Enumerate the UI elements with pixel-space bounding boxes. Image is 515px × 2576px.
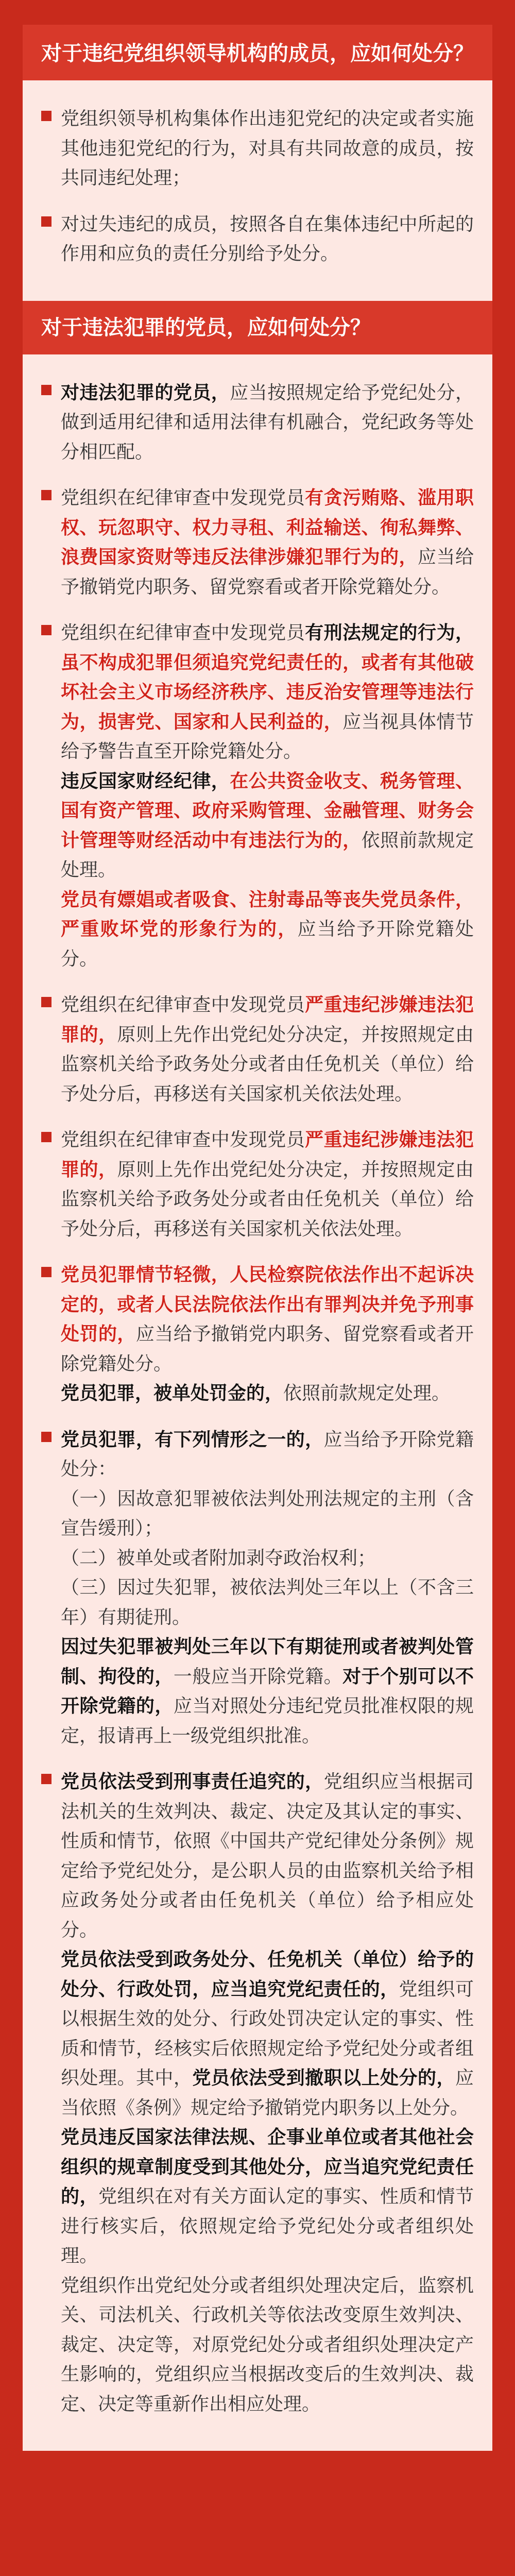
section-title-2: 对于违法犯罪的党员，应如何处分？	[23, 301, 492, 354]
sub-list-item: （三）因过失犯罪，被依法判处三年以上（不含三年）有期徒刑。	[61, 1577, 474, 1628]
highlight-text: 虽不构成犯罪但须追究党纪责任的，或者有其他破坏社会主义市场经济秩序、违反治安管理等违法行为，损害党、国家和人民利益的，	[61, 652, 474, 733]
body-text: 党组织应当根据司法机关的生效判决、裁定、决定及其认定的事实、性质和情节，依照《中国共产党纪律处分条例》规定给予党纪处分，是公职人员的由监察机关给予相应政务处分或者由任免机关（单位）给予相应处分。	[61, 1771, 474, 1941]
list-item	[41, 1767, 474, 2419]
item-text	[61, 1767, 474, 1945]
square-bullet-icon	[41, 1132, 52, 1142]
sub-list-item: （二）被单处或者附加剥夺政治权利；	[61, 1547, 376, 1569]
body-text: 应当依照《条例》规定给予撤销党内职务以上处分。	[61, 2067, 474, 2119]
body-text: 应当对照处分违纪党员批准权限的规定，报请再上一级党组织批准。	[61, 1696, 474, 1747]
body-text: 原则上先作出党纪处分决定，并按照规定由监察机关给予政务处分或者由任免机关（单位）给予处分后，再移送有关国家机关依法处理。	[61, 1159, 474, 1240]
item-text	[61, 483, 474, 602]
square-bullet-icon	[41, 997, 52, 1007]
list-item	[41, 483, 474, 602]
item-text	[61, 767, 474, 885]
body-text: 党组织在纪律审查中发现党员	[61, 487, 305, 509]
body-text: 党组织在纪律审查中发现党员	[61, 1129, 305, 1150]
square-bullet-icon	[41, 1774, 52, 1784]
section-1-items	[23, 80, 492, 301]
square-bullet-icon	[41, 625, 52, 635]
emphasis-text: 党员依法受到撤职以上处分的，	[192, 2067, 455, 2089]
emphasis-text: 党员违反国家法律法规、企事业单位或者其他社会组织的规章制度受到其他处分，应当追究党纪责任的，	[61, 2127, 474, 2207]
item-text	[61, 618, 474, 767]
item-text: 对过失违纪的成员，按照各自在集体违纪中所起的作用和应负的责任分别给予处分。	[61, 213, 474, 264]
emphasis-text: 因过失犯罪被判处三年以下有期徒刑或者被判处管制、拘役的，	[61, 1636, 474, 1687]
emphasis-text: 对于个别可以不开除党籍的，	[61, 1666, 474, 1717]
body-text: 应当给予撤销党内职务、留党察看或者开除党籍处分。	[61, 1324, 474, 1375]
item-text	[61, 1632, 474, 1751]
emphasis-text: 党员依法受到刑事责任追究的，	[61, 1771, 324, 1792]
list-item	[41, 618, 474, 974]
body-text: 应当给予撤销党内职务、留党察看或者开除党籍处分。	[61, 547, 474, 598]
body-text: 党组织可以根据生效的处分、行政处罚决定认定的事实、性质和情节，经核实后依照规定给予党纪处分或者组织处理。其中，	[61, 1978, 474, 2089]
body-text: 应当按照规定给予党纪处分，做到适用纪律和适用法律有机融合，党纪政务等处分相匹配。	[61, 382, 474, 463]
list-item	[41, 1260, 474, 1409]
square-bullet-icon	[41, 111, 52, 121]
body-text: 依照前款规定处理。	[283, 1383, 451, 1404]
item-text	[61, 885, 474, 974]
highlight-text: 有贪污贿赂、滥用职权、玩忽职守、权力寻租、利益输送、徇私舞弊、浪费国家资财等违反法律涉嫌犯罪行为的，	[61, 487, 474, 568]
body-text: 依照前款规定处理。	[61, 829, 474, 880]
sub-list-item: （一）因故意犯罪被依法判处刑法规定的主刑（含宣告缓刑）；	[61, 1488, 474, 1539]
square-bullet-icon	[41, 490, 52, 500]
body-text: 应当给予开除党籍处分。	[61, 919, 474, 970]
body-text: 党组织在对有关方面认定的事实、性质和情节进行核实后，依照规定给予党纪处分或者组织处理。	[61, 2186, 474, 2266]
list-item	[41, 1125, 474, 1244]
square-bullet-icon	[41, 216, 52, 227]
content-card	[23, 25, 492, 2451]
highlight-text: 党员有嫖娼或者吸食、注射毒品等丧失党员条件，严重败坏党的形象行为的，	[61, 889, 474, 940]
emphasis-text: 有刑法规定的行为，	[305, 622, 474, 643]
item-text	[61, 2123, 474, 2271]
list-item	[41, 1425, 474, 1751]
list-item	[41, 210, 474, 269]
item-text	[61, 378, 474, 467]
emphasis-text: 党员犯罪，有下列情形之一的，	[61, 1429, 324, 1450]
highlight-text: 在公共资金收支、税务管理、国有资产管理、政府采购管理、金融管理、财务会计管理等财经活动中有违法行为的，	[61, 770, 474, 851]
highlight-text: 严重违纪涉嫌违法犯罪的，	[61, 994, 474, 1045]
body-text: 党组织在纪律审查中发现党员	[61, 622, 305, 643]
section-title-1: 对于违纪党组织领导机构的成员，应如何处分？	[23, 25, 492, 80]
list-item	[41, 378, 474, 467]
list-item	[41, 990, 474, 1109]
emphasis-text: 党员犯罪，被单处罚金的，	[61, 1383, 284, 1404]
emphasis-text: 对违法犯罪的党员，	[61, 382, 230, 403]
highlight-text: 党员犯罪情节轻微，人民检察院依法作出不起诉决定的，或者人民法院依法作出有罪判决并免予刑事处罚的，	[61, 1264, 474, 1345]
item-text	[61, 1379, 474, 1409]
item-text: 党组织领导机构集体作出违犯党纪的决定或者实施其他违犯党纪的行为，对具有共同故意的成员，按共同违纪处理；	[61, 108, 474, 189]
item-text	[61, 1945, 474, 2123]
list-item	[41, 104, 474, 193]
item-text	[61, 1260, 474, 1379]
body-text: 原则上先作出党纪处分决定，并按照规定由监察机关给予政务处分或者由任免机关（单位）给予处分后，再移送有关国家机关依法处理。	[61, 1024, 474, 1105]
body-text: 应当给予开除党籍处分：	[61, 1429, 474, 1480]
square-bullet-icon	[41, 1267, 52, 1277]
body-text: 一般应当开除党籍。	[173, 1666, 343, 1687]
body-text: 党组织在纪律审查中发现党员	[61, 994, 305, 1015]
emphasis-text: 违反国家财经纪律，	[61, 770, 230, 792]
item-text	[61, 990, 474, 1109]
body-text: 应当视具体情节给予警告直至开除党籍处分。	[61, 711, 474, 762]
item-text	[61, 1425, 474, 1484]
item-text: 党组织作出党纪处分或者组织处理决定后，监察机关、司法机关、行政机关等依法改变原生效判决、裁定、决定等，对原党纪处分或者组织处理决定产生影响的，党组织应当根据改变后的生效判决、裁定、决定等重新作出相应处理。	[61, 2275, 474, 2415]
item-text	[61, 1125, 474, 1244]
square-bullet-icon	[41, 1432, 52, 1442]
emphasis-text: 党员依法受到政务处分、任免机关（单位）给予的处分、行政处罚，应当追究党纪责任的，	[61, 1949, 474, 2000]
highlight-text: 严重违纪涉嫌违法犯罪的，	[61, 1129, 474, 1180]
square-bullet-icon	[41, 385, 52, 395]
section-2-items	[23, 354, 492, 2451]
